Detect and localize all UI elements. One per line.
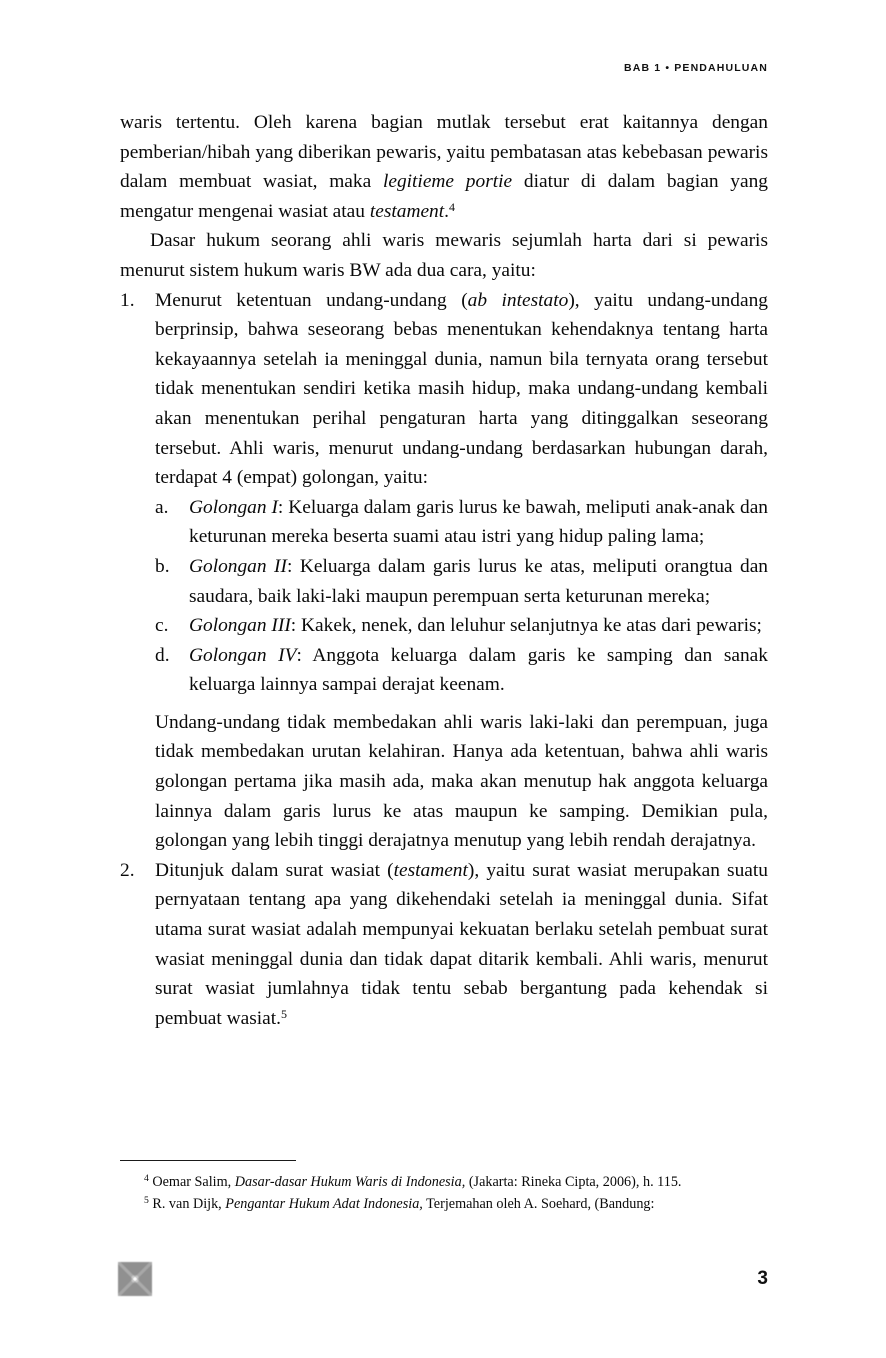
spacer bbox=[120, 700, 768, 708]
numbered-list-item-2 bbox=[120, 856, 768, 1034]
numbered-body-2 bbox=[155, 856, 768, 1034]
numbered-body-2-segment-2: ), yaitu surat wasiat merupakan suatu pernyataan tentang apa yang dikehendaki setelah ia meninggal dunia. Sifat utama surat wasiat adalah mempunyai kekuatan berlaku setelah pembuat surat wasiat meninggal dunia dan tidak dapat ditarik kembali. Ahli waris, menurut surat wasiat jumlahnya tidak tentu sebab bergantung pada kehendak si pembuat wasiat. bbox=[155, 859, 768, 1029]
lettered-marker-b: b. bbox=[155, 555, 170, 577]
footnote-section bbox=[120, 1160, 768, 1215]
lettered-list-item-b bbox=[155, 552, 768, 611]
lettered-body-c-text: : Kakek, nenek, dan leluhur selanjutnya ke atas dari pewaris; bbox=[290, 615, 762, 637]
lettered-marker-d: d. bbox=[155, 644, 170, 666]
paragraph-continued-segment-1: waris tertentu. Oleh karena bagian mutlak tersebut erat kaitannya dengan pemberian/hibah yang diberikan pewaris, yaitu pembatasan atas kebebasan pewaris dalam membuat wasiat, maka bbox=[120, 112, 768, 193]
numbered-list-item-1 bbox=[120, 286, 768, 493]
lettered-marker-c: c. bbox=[155, 615, 169, 637]
page-body bbox=[120, 108, 768, 1033]
running-header-text: BAB 1 • PENDAHULUAN bbox=[624, 62, 768, 74]
lettered-sub-list bbox=[155, 493, 768, 700]
footnote-4-author: Oemar Salim, bbox=[148, 1174, 235, 1190]
lettered-body-a bbox=[189, 493, 768, 552]
paragraph-intro: Dasar hukum seorang ahli waris mewaris sejumlah harta dari si pewaris menurut sistem hukum waris BW ada dua cara, yaitu: bbox=[120, 230, 768, 281]
lettered-body-c bbox=[189, 611, 768, 641]
footnote-4-number: 4 bbox=[144, 1173, 149, 1185]
numbered-body-1 bbox=[155, 286, 768, 493]
footnote-5-author: R. van Dijk, bbox=[148, 1196, 226, 1212]
numbered-marker-1: 1. bbox=[120, 289, 135, 311]
numbered-body-1-segment-2: ), yaitu undang-undang berprinsip, bahwa seseorang bebas menentukan kehendaknya tentang harta kekayaannya setelah ia meninggal dunia, namun bila ternyata orang tersebut tidak menentukan sendiri ketika masih hidup, maka undang-undang kembali akan menentukan perihal pengaturan harta yang ditinggalkan seseorang tersebut. Ahli waris, menurut undang-undang berdasarkan hubungan darah, terdapat 4 (empat) golongan, yaitu: bbox=[155, 289, 768, 489]
lettered-marker-a: a. bbox=[155, 496, 169, 518]
footnote-5-number: 5 bbox=[144, 1195, 149, 1207]
lettered-list-item-c bbox=[155, 611, 768, 641]
term-ab-intestato: ab intestato bbox=[467, 289, 569, 311]
footnote-5-publication: Terjemahan oleh A. Soehard, (Bandung: bbox=[422, 1196, 655, 1212]
numbered-marker-2: 2. bbox=[120, 859, 135, 881]
term-legitieme-portie: legitieme portie bbox=[382, 171, 513, 193]
term-testament: testament bbox=[369, 200, 445, 222]
lettered-body-d bbox=[189, 641, 768, 700]
label-golongan-ii: Golongan II bbox=[189, 555, 287, 577]
paragraph-continued bbox=[120, 108, 768, 226]
scan-watermark-icon bbox=[118, 1262, 152, 1296]
footnote-4 bbox=[120, 1171, 768, 1193]
label-golongan-i: Golongan I bbox=[189, 496, 278, 518]
paragraph-continued-segment-2: diatur di dalam bagian yang mengatur mengenai wasiat atau bbox=[120, 171, 769, 222]
numbered-body-1-segment-1: Menurut ketentuan undang-undang ( bbox=[155, 289, 468, 311]
term-testament-2: testament bbox=[393, 859, 468, 881]
label-golongan-iv: Golongan IV bbox=[189, 644, 297, 666]
paragraph-after-sublist: Undang-undang tidak membedakan ahli waris laki-laki dan perempuan, juga tidak membedakan urutan kelahiran. Hanya ada ketentuan, bahwa ahli waris golongan pertama jika masih ada, maka akan menutup hak anggota keluarga lainnya dalam garis lurus ke atas maupun ke samping. Demikian pula, golongan yang lebih tinggi derajatnya menutup yang lebih rendah derajatnya. bbox=[155, 711, 768, 852]
running-header bbox=[120, 62, 768, 74]
footnote-4-publication: (Jakarta: Rineka Cipta, 2006), h. 115. bbox=[465, 1174, 682, 1190]
paragraph-continued-segment-3: . bbox=[444, 200, 450, 222]
footnote-5 bbox=[120, 1193, 768, 1215]
lettered-list-item-d bbox=[155, 641, 768, 700]
lettered-body-b-text: : Keluarga dalam garis lurus ke atas, meliputi orangtua dan saudara, baik laki-laki maupun perempuan serta keturunan mereka; bbox=[189, 555, 769, 607]
footnote-4-title: Dasar-dasar Hukum Waris di Indonesia, bbox=[234, 1174, 466, 1190]
footnote-5-title: Pengantar Hukum Adat Indonesia, bbox=[225, 1196, 423, 1212]
label-golongan-iii: Golongan III bbox=[189, 615, 291, 637]
page-number: 3 bbox=[757, 1268, 768, 1289]
footnote-ref-5[interactable]: 5 bbox=[281, 1006, 288, 1021]
numbered-body-2-segment-1: Ditunjuk dalam surat wasiat ( bbox=[155, 859, 394, 881]
lettered-list-item-a bbox=[155, 493, 768, 552]
lettered-body-b bbox=[189, 552, 768, 611]
footnote-separator-rule bbox=[120, 1160, 296, 1161]
lettered-body-a-text: : Keluarga dalam garis lurus ke bawah, meliputi anak-anak dan keturunan mereka beserta suami atau istri yang hidup paling lama; bbox=[189, 496, 768, 548]
lettered-body-d-text: : Anggota keluarga dalam garis ke samping dan sanak keluarga lainnya sampai derajat keenam. bbox=[189, 644, 768, 696]
footnote-ref-4[interactable]: 4 bbox=[449, 199, 456, 214]
